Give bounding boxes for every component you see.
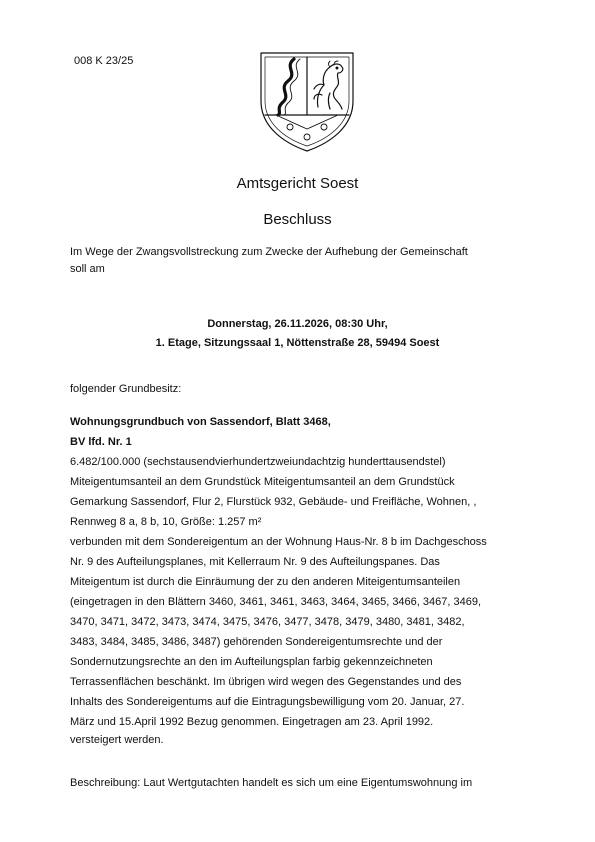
file-number: 008 K 23/25	[74, 55, 134, 67]
nrw-coat-of-arms-icon	[258, 49, 356, 153]
property-line: März und 15.April 1992 Bezug genommen. Eingetragen am 23. April 1992.	[70, 716, 434, 728]
appointment-location: 1. Etage, Sitzungssaal 1, Nöttenstraße 28, 59494 Soest	[155, 337, 440, 349]
property-line: Gemarkung Sassendorf, Flur 2, Flurstück 932, Gebäude- und Freifläche, Wohnen, ,	[70, 496, 477, 508]
court-name: Amtsgericht Soest	[236, 175, 359, 192]
intro-line: soll am	[70, 263, 105, 275]
document-title: Beschluss	[263, 211, 332, 228]
intro-paragraph	[70, 244, 540, 278]
land-register-heading: Wohnungsgrundbuch von Sassendorf, Blatt 3468,	[70, 416, 331, 428]
land-register-item: BV lfd. Nr. 1	[70, 436, 132, 448]
property-line: 3470, 3471, 3472, 3473, 3474, 3475, 3476, 3477, 3478, 3479, 3480, 3481, 3482,	[70, 616, 465, 628]
property-line: Miteigentum ist durch die Einräumung der zu den anderen Miteigentumsanteilen	[70, 576, 461, 588]
property-line: Nr. 9 des Aufteilungsplanes, mit Kellerraum Nr. 9 des Aufteilungspanes. Das	[70, 556, 440, 568]
property-line: Miteigentumsanteil an dem Grundstück Miteigentumsanteil an dem Grundstück	[70, 476, 455, 488]
auction-statement: versteigert werden.	[70, 734, 164, 746]
property-line: Rennweg 8 a, 8 b, 10, Größe: 1.257 m²	[70, 516, 262, 528]
property-line: 3483, 3484, 3485, 3486, 3487) gehörenden Sondereigentumsrechte und der	[70, 636, 443, 648]
property-line: Sondernutzungsrechte an den im Aufteilungsplan farbig gekennzeichneten	[70, 656, 433, 668]
property-line: Terrassenflächen beschänkt. Im übrigen wird wegen des Gegenstandes und des	[70, 676, 462, 688]
intro-line: Im Wege der Zwangsvollstreckung zum Zwecke der Aufhebung der Gemeinschaft	[70, 246, 468, 258]
appointment-date: Donnerstag, 26.11.2026, 08:30 Uhr,	[207, 318, 388, 330]
property-line: 6.482/100.000 (sechstausendvierhundertzweiundachtzig hunderttausendstel)	[70, 456, 446, 468]
description-line: Beschreibung: Laut Wertgutachten handelt es sich um eine Eigentumswohnung im	[70, 777, 473, 789]
property-line: (eingetragen in den Blättern 3460, 3461, 3461, 3463, 3464, 3465, 3466, 3467, 3469,	[70, 596, 482, 608]
appointment-block	[0, 315, 595, 353]
property-description	[70, 412, 540, 732]
property-intro: folgender Grundbesitz:	[70, 383, 182, 395]
property-line: Inhalts des Sondereigentums auf die Eintragungsbewilligung vom 20. Januar, 27.	[70, 696, 465, 708]
property-line: verbunden mit dem Sondereigentum an der Wohnung Haus-Nr. 8 b im Dachgeschoss	[70, 536, 487, 548]
